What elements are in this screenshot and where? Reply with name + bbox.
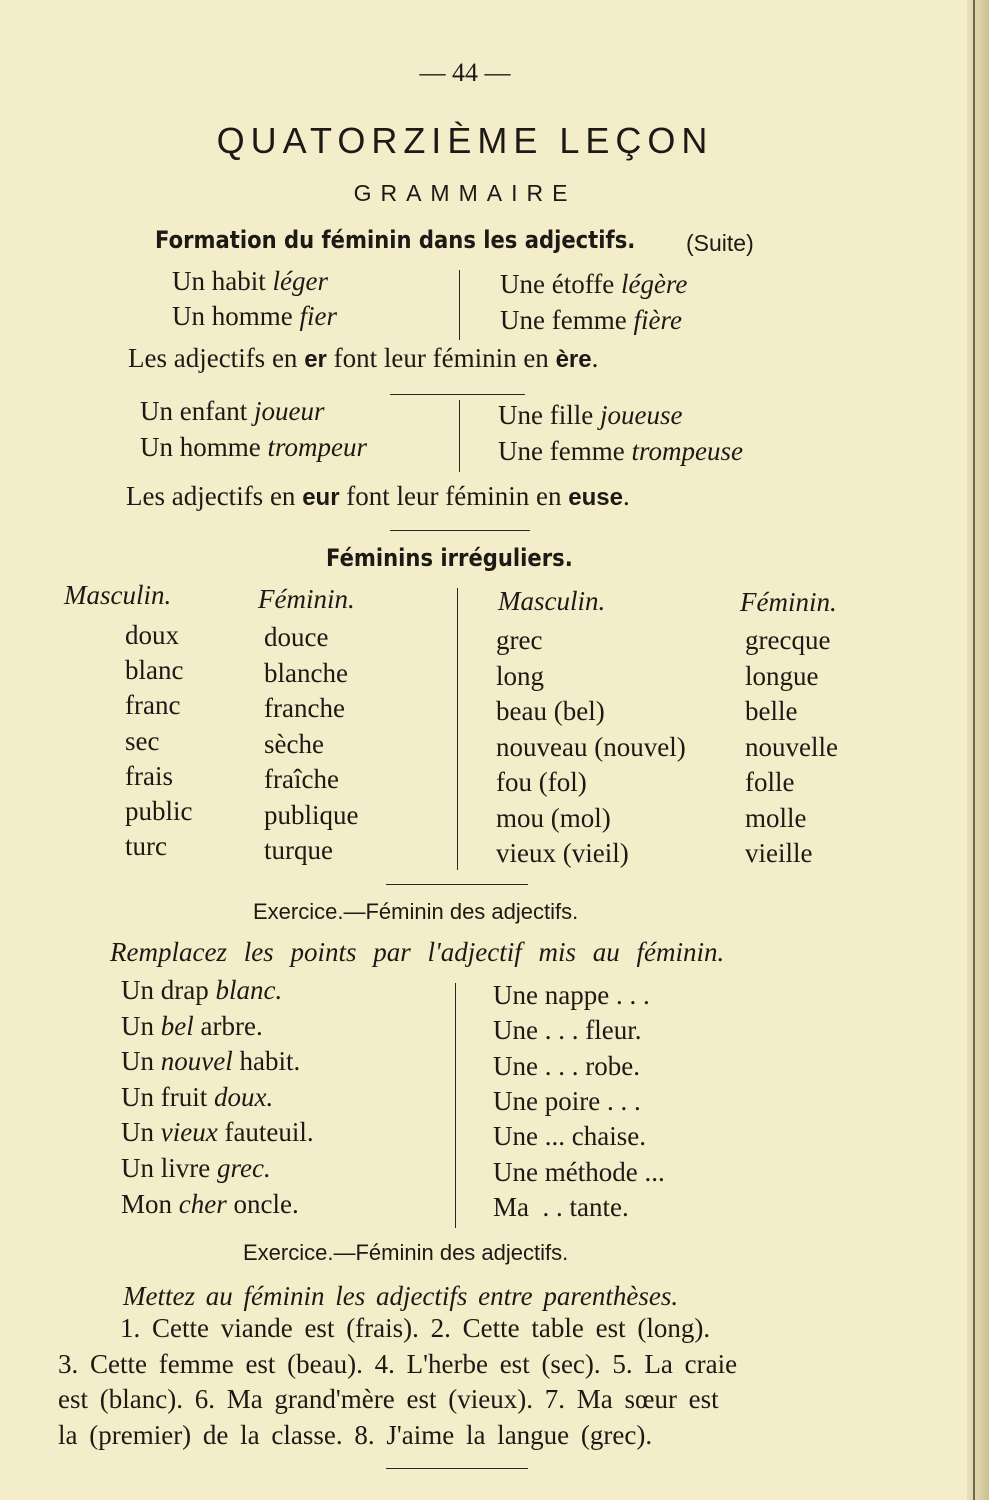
irreg-right-masc-cell: vieux (vieil) — [496, 838, 629, 868]
exercise2-line: 1. Cette viande est (frais). 2. Cette table est (long). — [120, 1313, 711, 1343]
irreg-right-fem-cell: nouvelle — [745, 731, 838, 762]
irreg-left-masc-cell: turc — [125, 831, 167, 862]
exercise1-left-row: Un nouvel habit. — [121, 1046, 301, 1077]
exercise1-divider — [455, 983, 456, 1228]
irreg-right-fem-cell: vieille — [745, 838, 813, 868]
page-number: — 44 — — [419, 58, 511, 87]
irreg-left-fem-cell: sèche — [264, 728, 324, 759]
exercise1-left-row: Un fruit doux. — [121, 1081, 274, 1112]
section-title: GRAMMAIRE — [353, 180, 577, 206]
eur-right-row-2: Une femme trompeuse — [498, 436, 743, 466]
formation-heading-line — [155, 226, 701, 255]
separator-rule — [386, 884, 528, 885]
page-edge-line — [973, 0, 975, 1500]
irreg-right-fem-cell: folle — [745, 767, 795, 797]
exercise2-line: est (blanc). 6. Ma grand'mère est (vieux). 7. Ma sœur est — [58, 1384, 719, 1414]
irreg-right-masc-cell: long — [496, 660, 545, 691]
exercise1-left-row: Un bel arbre. — [121, 1010, 263, 1041]
irreg-heading: Féminins irréguliers. — [326, 544, 573, 572]
eur-rule: Les adjectifs en eur font leur féminin en euse. — [126, 481, 630, 511]
col-header-fem-right: Féminin. — [740, 587, 837, 617]
irreg-left-masc-cell: blanc — [125, 655, 184, 686]
irreg-left-fem-cell: fraîche — [264, 764, 339, 794]
eur-left-row-2: Un homme trompeur — [140, 432, 367, 462]
formation-suite: (Suite) — [686, 230, 754, 256]
exercise2-title: Exercice.—Féminin des adjectifs. — [243, 1240, 569, 1265]
irreg-left-fem-cell: douce — [264, 622, 329, 652]
er-right-row-1: Une étoffe légère — [500, 269, 688, 299]
exercise1-right-row: Une . . . robe. — [493, 1050, 640, 1081]
er-left-row-2: Un homme fier — [172, 301, 337, 331]
irreg-divider — [457, 588, 458, 870]
eur-right-row-1: Une fille joueuse — [498, 400, 683, 430]
irreg-left-masc-cell: sec — [125, 725, 160, 756]
eur-left-row-1: Un enfant joueur — [140, 396, 325, 426]
irreg-right-masc-cell: fou (fol) — [496, 767, 587, 797]
irreg-right-masc-cell: beau (bel) — [496, 696, 605, 726]
exercise1-right-row: Une poire . . . — [493, 1085, 641, 1116]
er-divider — [459, 270, 460, 340]
irreg-right-masc-cell: nouveau (nouvel) — [496, 731, 686, 762]
irreg-heading-line — [326, 544, 606, 573]
er-left-row-1: Un habit léger — [172, 266, 328, 296]
exercise2-instruction: Mettez au féminin les adjectifs entre parenthèses. — [123, 1281, 679, 1311]
exercise1-right-row: Une ... chaise. — [493, 1121, 646, 1152]
irreg-right-masc-cell: mou (mol) — [496, 802, 611, 833]
irreg-right-masc-cell: grec — [496, 625, 543, 655]
irreg-left-fem-cell: franche — [264, 693, 345, 723]
exercise2-line: la (premier) de la classe. 8. J'aime la langue (grec). — [58, 1419, 653, 1450]
irreg-left-fem-cell: turque — [264, 835, 333, 865]
er-rule: Les adjectifs en er font leur féminin en ère. — [128, 343, 599, 373]
exercise1-left-row: Un vieux fauteuil. — [121, 1117, 314, 1148]
separator-rule — [386, 1468, 528, 1469]
irreg-left-masc-cell: franc — [125, 690, 181, 721]
irreg-right-fem-cell: longue — [745, 660, 819, 691]
irreg-left-fem-cell: blanche — [264, 657, 348, 688]
exercise1-left-row: Un livre grec. — [121, 1153, 271, 1183]
exercise2-line: 3. Cette femme est (beau). 4. L'herbe est (sec). 5. La craie — [58, 1348, 738, 1379]
exercise1-right-row: Une . . . fleur. — [493, 1015, 642, 1046]
exercise1-right-row: Une nappe . . . — [493, 980, 650, 1010]
exercise1-left-row: Un drap blanc. — [121, 975, 283, 1005]
separator-rule — [390, 394, 525, 395]
exercise1-right-row: Une méthode ... — [493, 1156, 665, 1187]
er-right-row-2: Une femme fière — [500, 305, 682, 335]
irreg-left-masc-cell: public — [125, 796, 193, 826]
col-header-masc-right: Masculin. — [498, 586, 606, 616]
irreg-left-fem-cell: publique — [264, 799, 359, 830]
irreg-right-fem-cell: molle — [745, 802, 807, 833]
irreg-left-masc-cell: frais — [125, 760, 173, 791]
exercise1-left-row: Mon cher oncle. — [121, 1188, 299, 1219]
formation-heading: Formation du féminin dans les adjectifs. — [155, 226, 636, 254]
lesson-title: QUATORZIÈME LEÇON — [216, 120, 714, 161]
separator-rule — [390, 530, 530, 531]
irreg-right-fem-cell: belle — [745, 696, 798, 726]
exercise1-right-row: Ma . . tante. — [493, 1191, 629, 1222]
exercise1-title: Exercice.—Féminin des adjectifs. — [253, 899, 579, 924]
exercise1-instruction: Remplacez les points par l'adjectif mis au féminin. — [110, 937, 725, 967]
eur-divider — [459, 400, 460, 472]
irreg-left-masc-cell: doux — [125, 620, 179, 650]
irreg-right-fem-cell: grecque — [745, 625, 831, 655]
col-header-masc-left: Masculin. — [64, 580, 172, 610]
page-edge — [967, 0, 989, 1500]
col-header-fem-left: Féminin. — [258, 584, 355, 614]
